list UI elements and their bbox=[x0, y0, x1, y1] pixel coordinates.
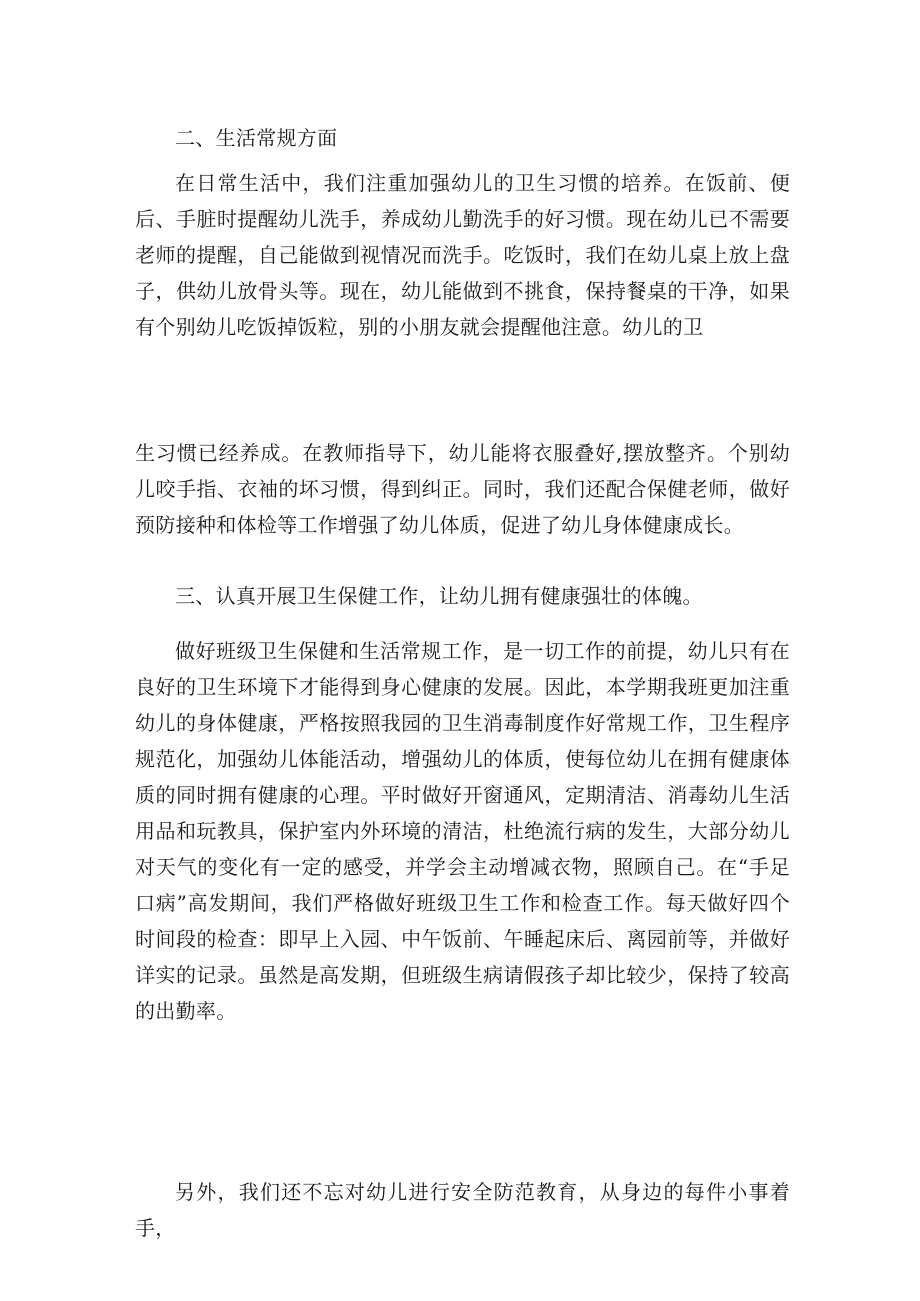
paragraph-habits-formed: 生习惯已经养成。在教师指导下，幼儿能将衣服叠好,摆放整齐。个别幼儿咬手指、衣袖的坏习惯，得到纠正。同时，我们还配合保健老师，做好预防接种和体检等工作增强了幼儿体质，促进了幼儿身体健康成长。 bbox=[135, 441, 790, 537]
section-heading-health-care: 三、认真开展卫生保健工作，让幼儿拥有健康强壮的体魄。 bbox=[175, 584, 703, 608]
paragraph-health-care-work: 做好班级卫生保健和生活常规工作，是一切工作的前提，幼儿只有在良好的卫生环境下才能得到身心健康的发展。因此，本学期我班更加注重幼儿的身体健康，严格按照我园的卫生消毒制度作好常规工作，卫生程序规范化，加强幼儿体能活动，增强幼儿的体质，使每位幼儿在拥有健康体质的同时拥有健康的心理。平时做好开窗通风，定期清洁、消毒幼儿生活用品和玩教具，保护室内外环境的清洁，杜绝流行病的发生，大部分幼儿对天气的变化有一定的感受，并学会主动增减衣物，照顾自己。在“手足口病”高发期间，我们严格做好班级卫生工作和检查工作。每天做好四个时间段的检查：即早上入园、中午饭前、午睡起床后、离园前等，并做好详实的记录。虽然是高发期，但班级生病请假孩子却比较少，保持了较高的出勤率。 bbox=[135, 639, 790, 1023]
paragraph-safety-education: 另外，我们还不忘对幼儿进行安全防范教育，从身边的每件小事着手， bbox=[135, 1180, 790, 1240]
paragraph-hygiene-habits: 在日常生活中，我们注重加强幼儿的卫生习惯的培养。在饭前、便后、手脏时提醒幼儿洗手，养成幼儿勤洗手的好习惯。现在幼儿已不需要老师的提醒，自己能做到视情况而洗手。吃饭时，我们在幼儿桌上放上盘子，供幼儿放骨头等。现在，幼儿能做到不挑食，保持餐桌的干净，如果有个别幼儿吃饭掉饭粒，别的小朋友就会提醒他注意。幼儿的卫 bbox=[135, 171, 790, 339]
section-heading-daily-routine: 二、生活常规方面 bbox=[175, 126, 338, 150]
